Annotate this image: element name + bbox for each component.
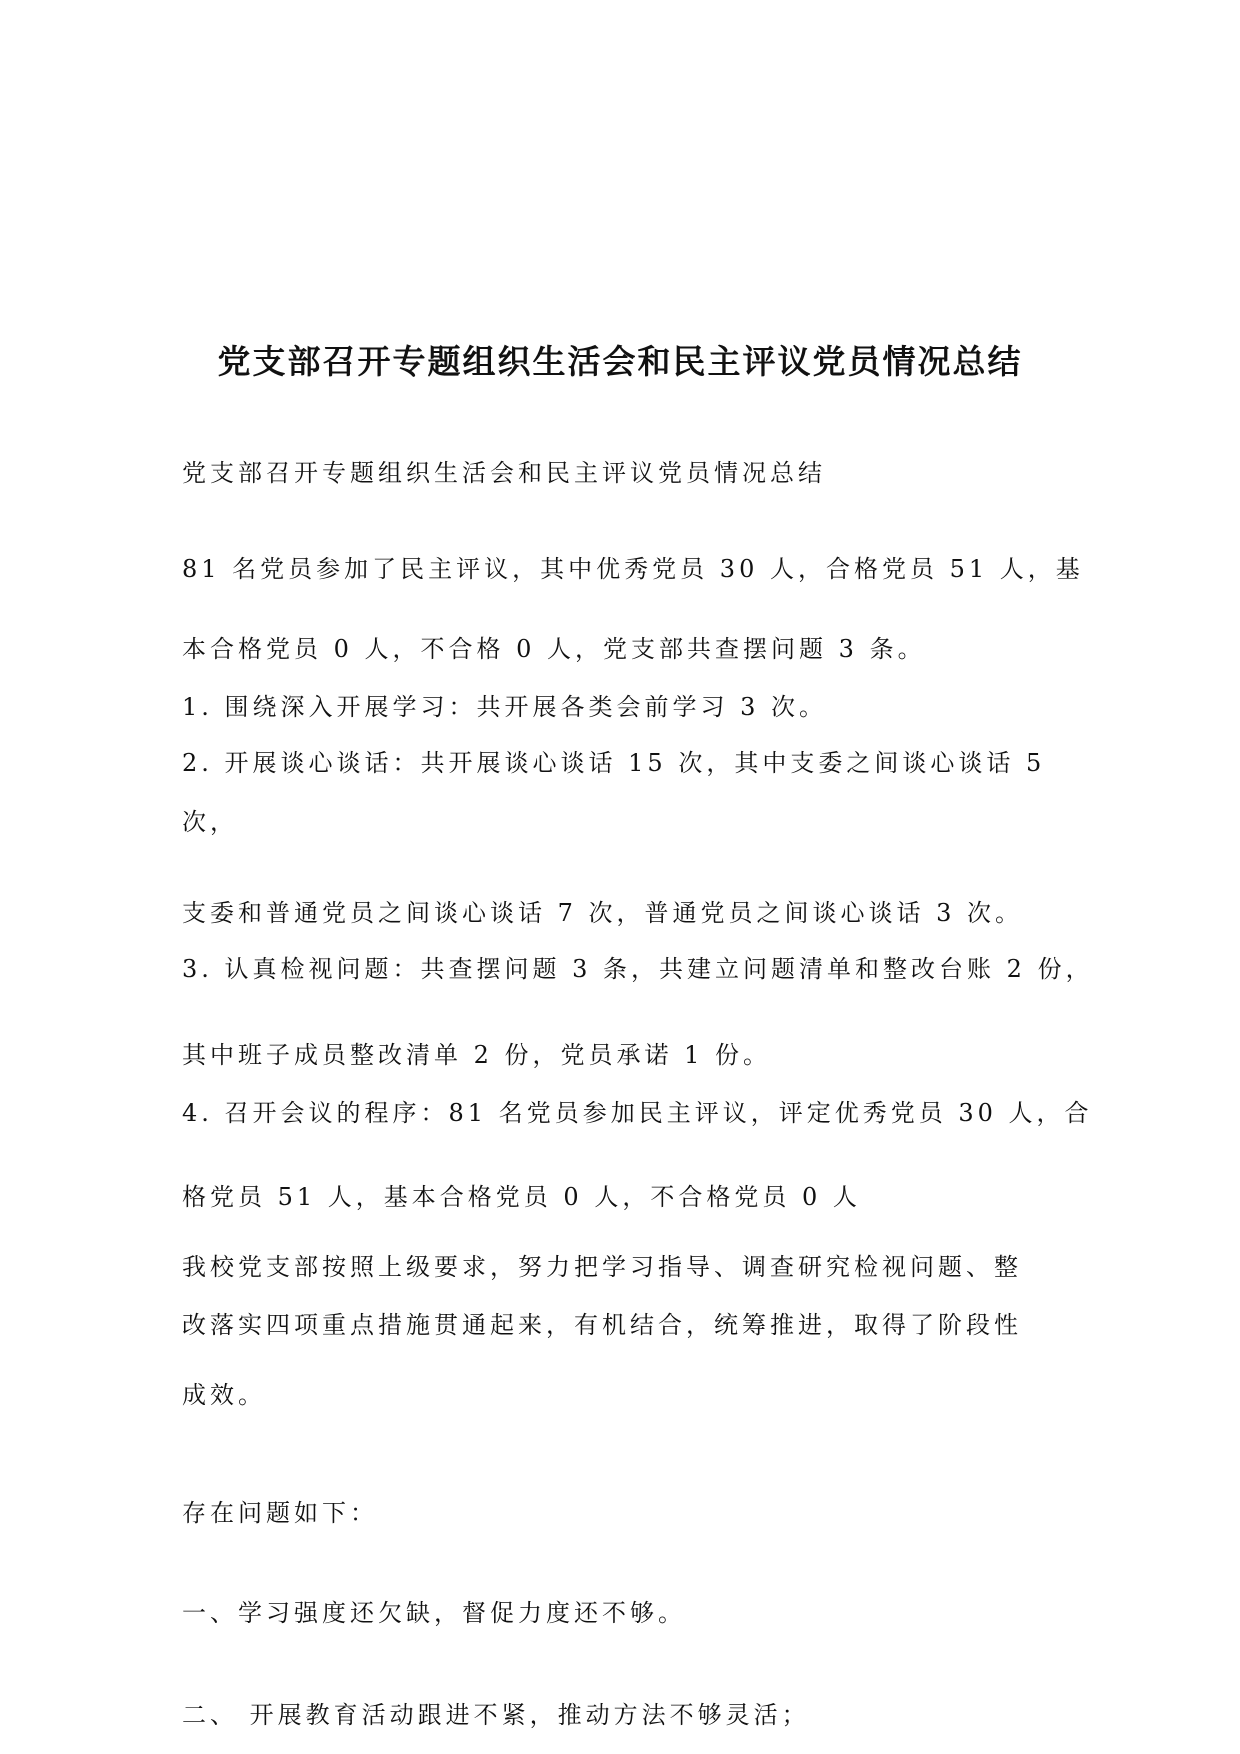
- document-title: 党支部召开专题组织生活会和民主评议党员情况总结: [217, 342, 1023, 381]
- paragraph-line: 成效。: [182, 1381, 266, 1409]
- list-item: 3. 认真检视问题：共查摆问题 3 条，共建立问题清单和整改台账 2 份，: [182, 955, 1094, 983]
- paragraph-line: 其中班子成员整改清单 2 份，党员承诺 1 份。: [182, 1041, 772, 1069]
- paragraph-line: 本合格党员 0 人，不合格 0 人，党支部共查摆问题 3 条。: [182, 635, 926, 663]
- list-item: 4. 召开会议的程序：81 名党员参加民主评议，评定优秀党员 30 人，合: [182, 1099, 1093, 1127]
- paragraph-line: 格党员 51 人，基本合格党员 0 人，不合格党员 0 人: [182, 1183, 861, 1211]
- list-item: 1. 围绕深入开展学习：共开展各类会前学习 3 次。: [182, 693, 828, 721]
- issue-item: 一、学习强度还欠缺，督促力度还不够。: [182, 1599, 686, 1627]
- paragraph-line: 次，: [182, 808, 238, 836]
- paragraph-line: 我校党支部按照上级要求，努力把学习指导、调查研究检视问题、整: [182, 1253, 1022, 1281]
- section-heading: 存在问题如下：: [182, 1499, 378, 1527]
- issue-item: 二、 开展教育活动跟进不紧，推动方法不够灵活；: [182, 1701, 810, 1729]
- paragraph-line: 改落实四项重点措施贯通起来，有机结合，统筹推进，取得了阶段性: [182, 1311, 1022, 1339]
- document-subtitle: 党支部召开专题组织生活会和民主评议党员情况总结: [182, 459, 826, 487]
- paragraph-line: 支委和普通党员之间谈心谈话 7 次，普通党员之间谈心谈话 3 次。: [182, 899, 1024, 927]
- paragraph-line: 81 名党员参加了民主评议，其中优秀党员 30 人，合格党员 51 人，基: [182, 555, 1084, 583]
- list-item: 2. 开展谈心谈话：共开展谈心谈话 15 次，其中支委之间谈心谈话 5: [182, 749, 1046, 777]
